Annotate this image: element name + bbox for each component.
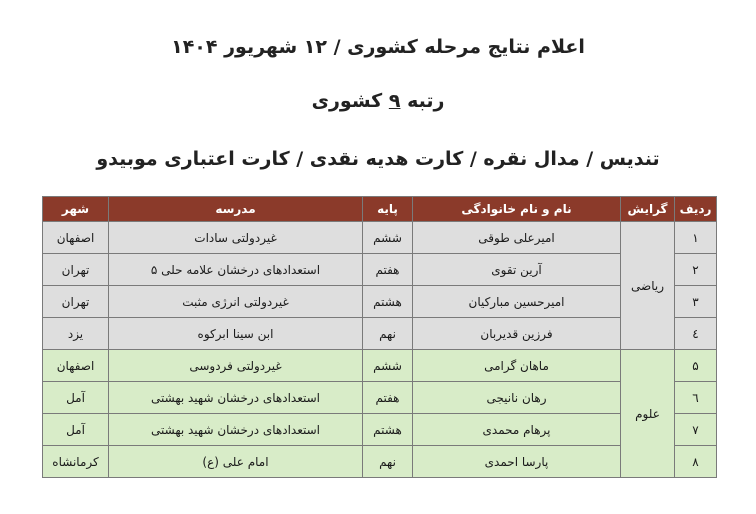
cell-name: امیرعلی طوقی	[413, 222, 621, 254]
table-row	[43, 222, 717, 254]
table-row	[43, 286, 717, 318]
cell-grade: هشتم	[363, 286, 413, 318]
cell-school: استعدادهای درخشان شهید بهشتی	[109, 414, 363, 446]
cell-track: ریاضی	[621, 222, 675, 350]
cell-name: پارسا احمدی	[413, 446, 621, 478]
table-row	[43, 318, 717, 350]
cell-grade: نهم	[363, 446, 413, 478]
header-grade: پایه	[363, 197, 413, 222]
cell-name: فرزین قدیربان	[413, 318, 621, 350]
cell-grade: هشتم	[363, 414, 413, 446]
results-body	[43, 222, 717, 478]
cell-school: غیردولتی فردوسی	[109, 350, 363, 382]
cell-row-number: ۲	[675, 254, 717, 286]
heading-rank-number: ۹	[388, 90, 401, 112]
cell-grade: ششم	[363, 350, 413, 382]
cell-city: آمل	[43, 382, 109, 414]
heading-rank-suffix: کشوری	[311, 90, 389, 112]
cell-name: امیرحسین مبارکیان	[413, 286, 621, 318]
table-row	[43, 446, 717, 478]
header-city: شهر	[43, 197, 109, 222]
cell-row-number: ۳	[675, 286, 717, 318]
heading-rank-prefix: رتبه	[400, 90, 445, 112]
heading-rank	[0, 90, 756, 112]
cell-city: آمل	[43, 414, 109, 446]
heading-results-announcement: اعلام نتایج مرحله کشوری / ۱۲ شهریور ۱۴۰۴	[171, 36, 585, 58]
table-row	[43, 254, 717, 286]
cell-name: ماهان گرامی	[413, 350, 621, 382]
results-table	[42, 196, 717, 478]
cell-school: غیردولتی انرژی مثبت	[109, 286, 363, 318]
cell-school: غیردولتی سادات	[109, 222, 363, 254]
cell-row-number: ۸	[675, 446, 717, 478]
header-track: گرایش	[621, 197, 675, 222]
cell-row-number: ۷	[675, 414, 717, 446]
cell-row-number: ٦	[675, 382, 717, 414]
cell-school: استعدادهای درخشان شهید بهشتی	[109, 382, 363, 414]
cell-track: علوم	[621, 350, 675, 478]
cell-name: آرین تقوی	[413, 254, 621, 286]
header-row-number: ردیف	[675, 197, 717, 222]
header-name: نام و نام خانوادگی	[413, 197, 621, 222]
cell-school: امام علی (ع)	[109, 446, 363, 478]
heading-prizes: تندیس / مدال نقره / کارت هدیه نقدی / کارت اعتباری موبیدو	[96, 148, 660, 170]
cell-city: اصفهان	[43, 350, 109, 382]
cell-name: رهان نانیجی	[413, 382, 621, 414]
cell-city: کرمانشاه	[43, 446, 109, 478]
header-school: مدرسه	[109, 197, 363, 222]
cell-grade: هفتم	[363, 382, 413, 414]
table-header-row	[43, 197, 717, 222]
table-row	[43, 382, 717, 414]
cell-city: اصفهان	[43, 222, 109, 254]
cell-school: استعدادهای درخشان علامه حلی ۵	[109, 254, 363, 286]
cell-city: تهران	[43, 254, 109, 286]
cell-row-number: ۵	[675, 350, 717, 382]
cell-row-number: ۱	[675, 222, 717, 254]
cell-city: تهران	[43, 286, 109, 318]
cell-grade: نهم	[363, 318, 413, 350]
cell-name: پرهام محمدی	[413, 414, 621, 446]
cell-city: یزد	[43, 318, 109, 350]
cell-row-number: ٤	[675, 318, 717, 350]
table-row	[43, 350, 717, 382]
cell-grade: ششم	[363, 222, 413, 254]
cell-grade: هفتم	[363, 254, 413, 286]
table-row	[43, 414, 717, 446]
cell-school: ابن سینا ابرکوه	[109, 318, 363, 350]
